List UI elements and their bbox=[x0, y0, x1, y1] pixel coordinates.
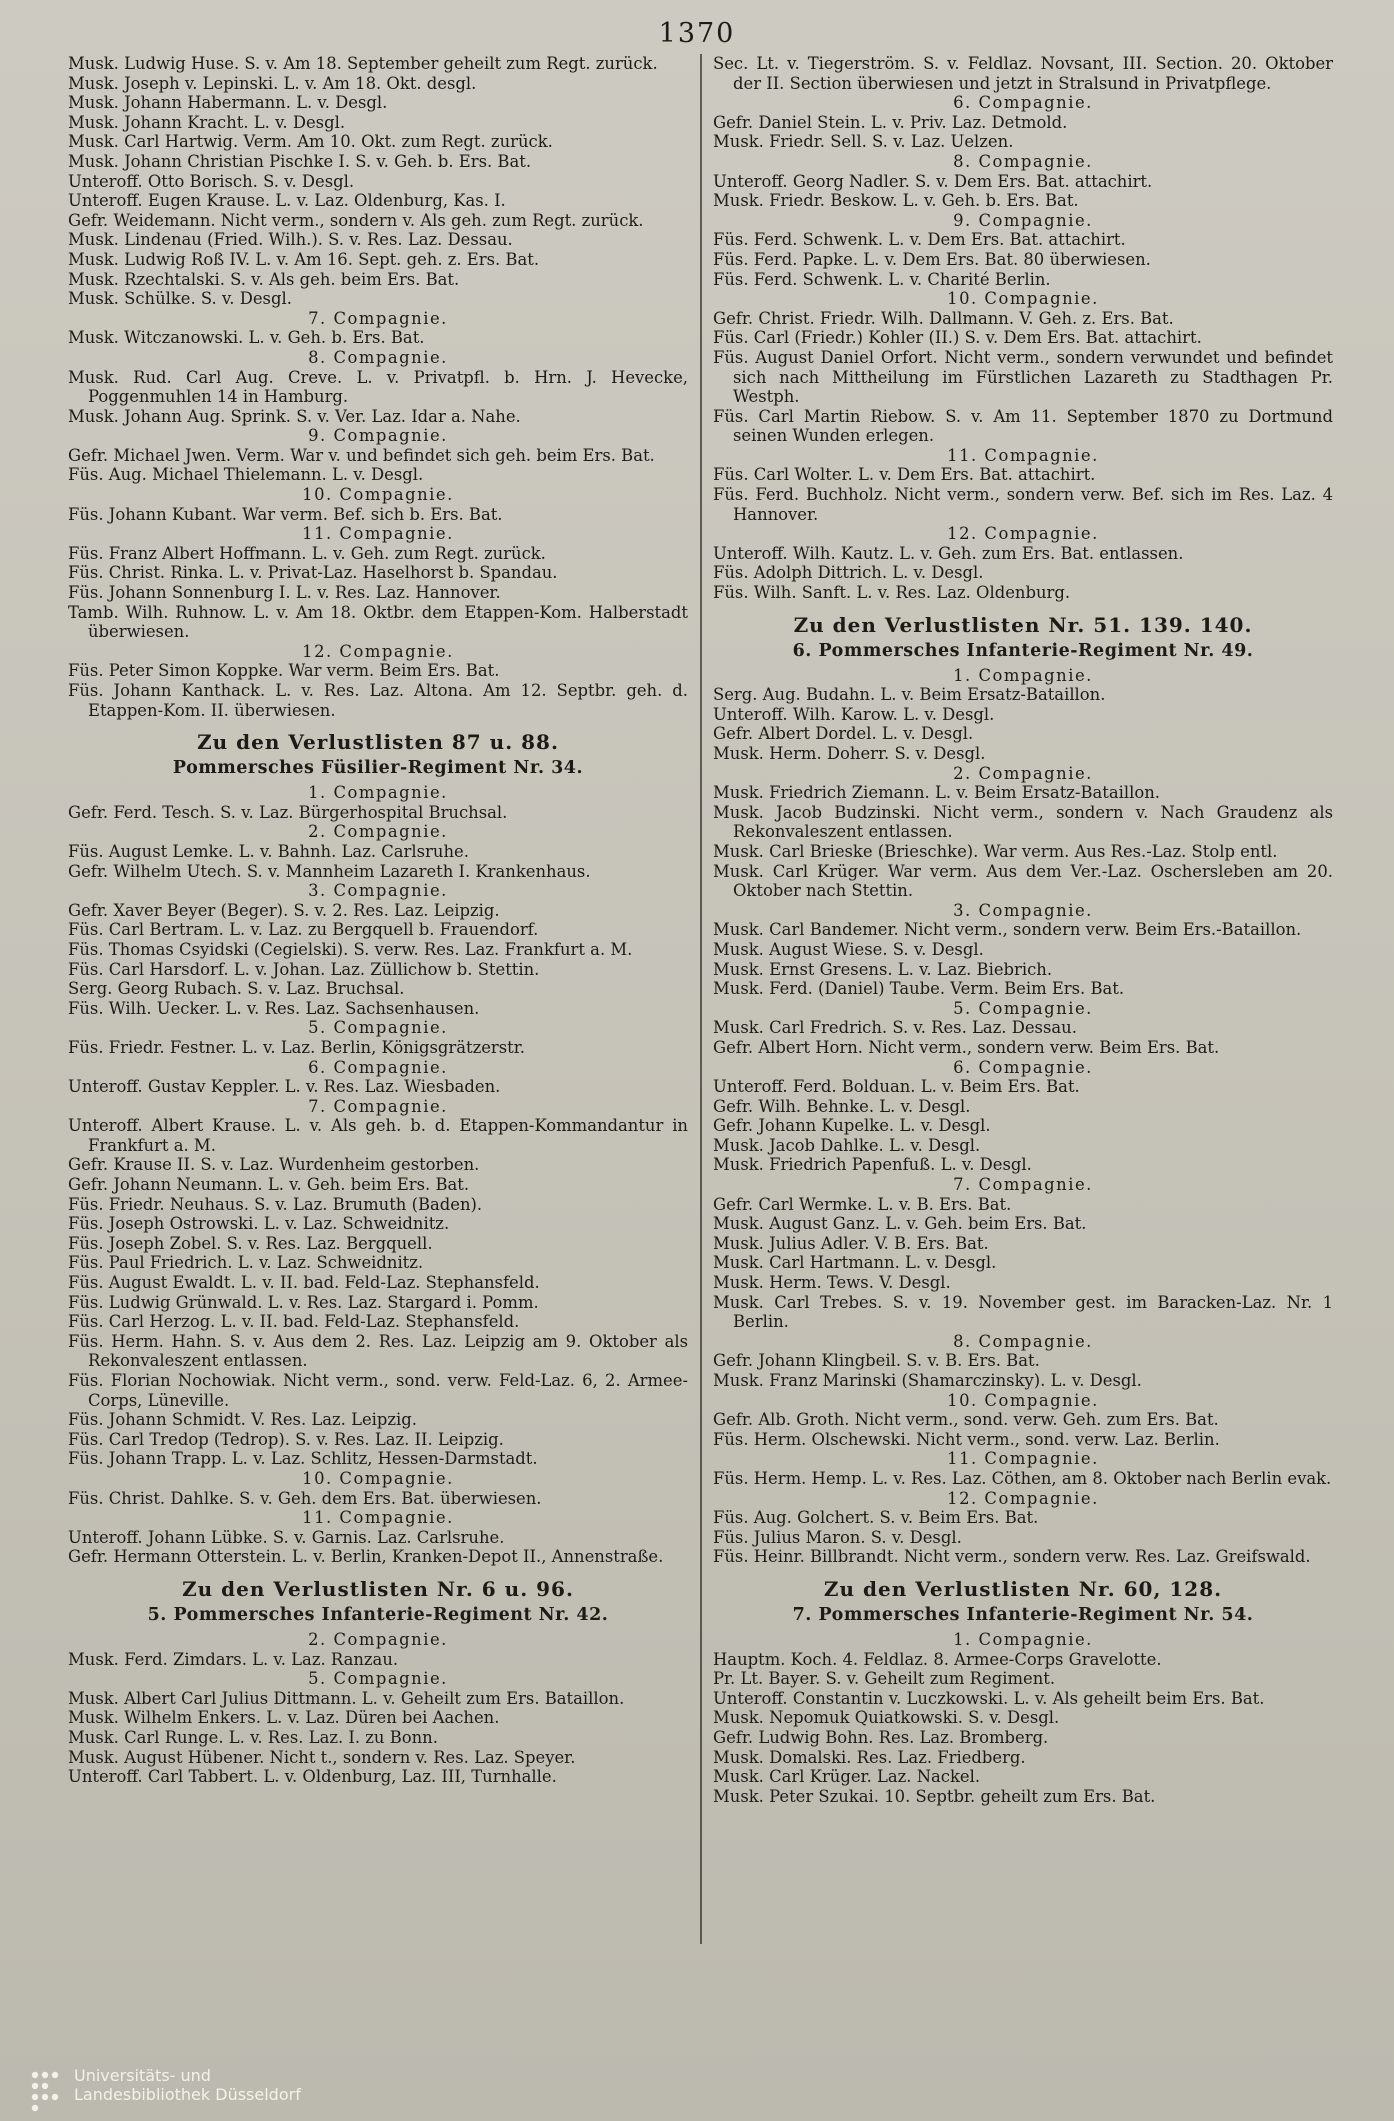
company-heading: 8. Compagnie. bbox=[308, 347, 448, 367]
company-heading: 11. Compagnie. bbox=[302, 1508, 454, 1528]
casualty-entry: Füs. Johann Schmidt. V. Res. Laz. Leipzig. bbox=[68, 1410, 417, 1430]
casualty-entry: Musk. Joseph v. Lepinski. L. v. Am 18. Okt. desgl. bbox=[68, 73, 477, 93]
casualty-entry: Füs. Herm. Hemp. L. v. Res. Laz. Cöthen, am 8. Oktober nach Berlin evak. bbox=[713, 1468, 1332, 1488]
casualty-entry: Musk. Carl Runge. L. v. Res. Laz. I. zu Bonn. bbox=[68, 1727, 438, 1747]
casualty-entry: Gefr. Alb. Groth. Nicht verm., sond. verw. Geh. zum Ers. Bat. bbox=[713, 1410, 1219, 1430]
casualty-entry: Musk. Friedr. Sell. S. v. Laz. Uelzen. bbox=[713, 132, 1014, 152]
company-heading: 2. Compagnie. bbox=[953, 763, 1093, 783]
casualty-entry: Musk. Domalski. Res. Laz. Friedberg. bbox=[713, 1747, 1026, 1767]
company-heading: 11. Compagnie. bbox=[947, 445, 1099, 465]
casualty-entry: Musk. Friedrich Papenfuß. L. v. Desgl. bbox=[713, 1155, 1032, 1175]
company-heading: 5. Compagnie. bbox=[308, 1018, 448, 1038]
casualty-entry: Füs. Peter Simon Koppke. War verm. Beim Ers. Bat. bbox=[68, 661, 500, 681]
casualty-entry: Füs. Johann Trapp. L. v. Laz. Schlitz, Hessen-Darmstadt. bbox=[68, 1449, 538, 1469]
casualty-entry: Sec. Lt. v. Tiegerström. S. v. Feldlaz. Novsant, III. Section. 20. Oktober der II. Section überwiesen und jetzt in Stralsund in Privatpflege. bbox=[713, 54, 1333, 93]
casualty-entry: Gefr. Carl Wermke. L. v. B. Ers. Bat. bbox=[713, 1194, 1012, 1214]
casualty-entry: Unteroff. Ferd. Bolduan. L. v. Beim Ers. Bat. bbox=[713, 1077, 1080, 1097]
casualty-entry: Füs. Joseph Zobel. S. v. Res. Laz. Bergquell. bbox=[68, 1233, 433, 1253]
verlustliste-heading: Zu den Verlustlisten Nr. 6 u. 96. bbox=[182, 1576, 574, 1601]
company-heading: 6. Compagnie. bbox=[308, 1057, 448, 1077]
casualty-entry: Musk. Johann Habermann. L. v. Desgl. bbox=[68, 93, 388, 113]
company-heading: 5. Compagnie. bbox=[308, 1669, 448, 1689]
casualty-entry: Unteroff. Wilh. Kautz. L. v. Geh. zum Ers. Bat. entlassen. bbox=[713, 543, 1184, 563]
regiment-heading: 6. Pommersches Infanterie-Regiment Nr. 49. bbox=[792, 640, 1254, 661]
casualty-entry: Unteroff. Wilh. Karow. L. v. Desgl. bbox=[713, 704, 995, 724]
casualty-entry: Füs. Florian Nochowiak. Nicht verm., sond. verw. Feld-Laz. 6, 2. Armee-Corps, Lüneville. bbox=[68, 1371, 688, 1410]
casualty-entry: Serg. Aug. Budahn. L. v. Beim Ersatz-Bataillon. bbox=[713, 685, 1106, 705]
company-heading: 1. Compagnie. bbox=[953, 665, 1093, 685]
right-column bbox=[713, 54, 1333, 1806]
casualty-entry: Gefr. Ludwig Bohn. Res. Laz. Bromberg. bbox=[713, 1727, 1049, 1747]
casualty-entry: Musk. Albert Carl Julius Dittmann. L. v. Geheilt zum Ers. Bataillon. bbox=[68, 1688, 625, 1708]
casualty-entry: Serg. Georg Rubach. S. v. Laz. Bruchsal. bbox=[68, 979, 405, 999]
casualty-entry: Musk. Ernst Gresens. L. v. Laz. Biebrich. bbox=[713, 959, 1053, 979]
casualty-entry: Füs. Carl Martin Riebow. S. v. Am 11. September 1870 zu Dortmund seinen Wunden erlegen. bbox=[713, 406, 1333, 446]
casualty-entry: Gefr. Xaver Beyer (Beger). S. v. 2. Res. Laz. Leipzig. bbox=[68, 900, 500, 920]
casualty-entry: Gefr. Johann Kupelke. L. v. Desgl. bbox=[713, 1116, 991, 1136]
casualty-entry: Füs. Carl Herzog. L. v. II. bad. Feld-Laz. Stephansfeld. bbox=[68, 1312, 520, 1332]
company-heading: 9. Compagnie. bbox=[308, 426, 448, 446]
casualty-entry: Musk. Carl Krüger. War verm. Aus dem Ver.-Laz. Oschersleben am 20. Oktober nach Stettin. bbox=[713, 861, 1333, 901]
casualty-entry: Füs. Herm. Hahn. S. v. Aus dem 2. Res. Laz. Leipzig am 9. Oktober als Rekonvaleszent entlassen. bbox=[68, 1331, 688, 1371]
casualty-entry: Gefr. Wilh. Behnke. L. v. Desgl. bbox=[713, 1096, 971, 1116]
casualty-entry: Füs. Franz Albert Hoffmann. L. v. Geh. zum Regt. zurück. bbox=[68, 543, 546, 563]
casualty-entry: Gefr. Krause II. S. v. Laz. Wurdenheim gestorben. bbox=[68, 1155, 480, 1175]
casualty-entry: Gefr. Albert Dordel. L. v. Desgl. bbox=[713, 724, 974, 744]
casualty-entry: Unteroff. Otto Borisch. S. v. Desgl. bbox=[68, 171, 355, 191]
casualty-entry: Musk. Rzechtalski. S. v. Als geh. beim Ers. Bat. bbox=[68, 269, 460, 289]
company-heading: 10. Compagnie. bbox=[947, 289, 1099, 309]
casualty-entry: Füs. Carl Bertram. L. v. Laz. zu Bergquell b. Frauendorf. bbox=[68, 920, 539, 940]
casualty-entry: Musk. Ludwig Huse. S. v. Am 18. September geheilt zum Regt. zurück. bbox=[68, 54, 658, 73]
casualty-entry: Musk. August Ganz. L. v. Geh. beim Ers. Bat. bbox=[713, 1214, 1087, 1234]
company-heading: 10. Compagnie. bbox=[302, 485, 454, 505]
casualty-entry: Füs. Carl (Friedr.) Kohler (II.) S. v. Dem Ers. Bat. attachirt. bbox=[713, 328, 1202, 348]
casualty-entry: Gefr. Wilhelm Utech. S. v. Mannheim Lazareth I. Krankenhaus. bbox=[68, 861, 591, 881]
company-heading: 9. Compagnie. bbox=[953, 210, 1093, 230]
casualty-entry: Musk. Peter Szukai. 10. Septbr. geheilt zum Ers. Bat. bbox=[713, 1786, 1156, 1806]
casualty-entry: Musk. Rud. Carl Aug. Creve. L. v. Privatpfl. b. Hrn. J. Hevecke, Poggenmuhlen 14 in Hamburg. bbox=[68, 367, 688, 407]
casualty-entry: Musk. Herm. Doherr. S. v. Desgl. bbox=[713, 744, 986, 763]
company-heading: 7. Compagnie. bbox=[953, 1175, 1093, 1195]
casualty-entry: Musk. Jacob Dahlke. L. v. Desgl. bbox=[713, 1135, 981, 1155]
casualty-entry: Musk. Carl Bandemer. Nicht verm., sondern verw. Beim Ers.-Bataillon. bbox=[713, 920, 1302, 940]
casualty-entry: Gefr. Johann Klingbeil. S. v. B. Ers. Bat. bbox=[713, 1351, 1040, 1371]
company-heading: 2. Compagnie. bbox=[308, 822, 448, 842]
casualty-entry: Musk. Schülke. S. v. Desgl. bbox=[68, 289, 292, 309]
casualty-entry: Hauptm. Koch. 4. Feldlaz. 8. Armee-Corps Gravelotte. bbox=[713, 1649, 1162, 1669]
casualty-entry: Füs. Johann Sonnenburg I. L. v. Res. Laz. Hannover. bbox=[68, 583, 501, 603]
company-heading: 7. Compagnie. bbox=[308, 308, 448, 328]
casualty-entry: Unteroff. Carl Tabbert. L. v. Oldenburg, Laz. III, Turnhalle. bbox=[68, 1767, 557, 1787]
casualty-entry: Füs. Aug. Michael Thielemann. L. v. Desgl. bbox=[68, 465, 424, 485]
company-heading: 8. Compagnie. bbox=[953, 151, 1093, 171]
left-column bbox=[68, 54, 688, 1787]
casualty-entry: Gefr. Weidemann. Nicht verm., sondern v. Als geh. zum Regt. zurück. bbox=[68, 210, 644, 230]
casualty-entry: Pr. Lt. Bayer. S. v. Geheilt zum Regiment. bbox=[713, 1669, 1056, 1689]
casualty-entry: Musk. Witczanowski. L. v. Geh. b. Ers. Bat. bbox=[68, 328, 425, 348]
casualty-entry: Musk. August Wiese. S. v. Desgl. bbox=[713, 939, 984, 959]
casualty-entry: Musk. Ferd. (Daniel) Taube. Verm. Beim Ers. Bat. bbox=[713, 979, 1125, 999]
company-heading: 12. Compagnie. bbox=[302, 641, 454, 661]
casualty-entry: Füs. Julius Maron. S. v. Desgl. bbox=[713, 1527, 962, 1547]
casualty-entry: Unteroff. Constantin v. Luczkowski. L. v. Als geheilt beim Ers. Bat. bbox=[713, 1688, 1265, 1708]
casualty-entry: Musk. Franz Marinski (Shamarczinsky). L. v. Desgl. bbox=[713, 1371, 1142, 1390]
regiment-heading: 7. Pommersches Infanterie-Regiment Nr. 54. bbox=[792, 1604, 1254, 1625]
company-heading: 7. Compagnie. bbox=[308, 1096, 448, 1116]
casualty-entry: Füs. August Lemke. L. v. Bahnh. Laz. Carlsruhe. bbox=[68, 841, 469, 861]
company-heading: 1. Compagnie. bbox=[953, 1629, 1093, 1649]
casualty-entry: Füs. Ferd. Buchholz. Nicht verm., sondern verw. Bef. sich im Res. Laz. 4 Hannover. bbox=[713, 485, 1333, 524]
footer-line-2: Landesbibliothek Düsseldorf bbox=[74, 2085, 301, 2104]
casualty-entry: Musk. Carl Hartmann. L. v. Desgl. bbox=[713, 1253, 997, 1273]
casualty-entry: Füs. Herm. Olschewski. Nicht verm., sond. verw. Laz. Berlin. bbox=[713, 1429, 1220, 1449]
company-heading: 10. Compagnie. bbox=[302, 1468, 454, 1488]
casualty-entry: Gefr. Johann Neumann. L. v. Geh. beim Ers. Bat. bbox=[68, 1175, 470, 1195]
casualty-entry: Füs. Paul Friedrich. L. v. Laz. Schweidnitz. bbox=[68, 1253, 424, 1273]
casualty-entry: Unteroff. Albert Krause. L. v. Als geh. b. d. Etappen-Kommandantur in Frankfurt a. M. bbox=[68, 1116, 688, 1155]
company-heading: 6. Compagnie. bbox=[953, 93, 1093, 113]
casualty-entry: Füs. Adolph Dittrich. L. v. Desgl. bbox=[713, 563, 984, 583]
company-heading: 8. Compagnie. bbox=[953, 1331, 1093, 1351]
casualty-entry: Unteroff. Johann Lübke. S. v. Garnis. Laz. Carlsruhe. bbox=[68, 1527, 505, 1547]
regiment-heading: Pommersches Füsilier-Regiment Nr. 34. bbox=[172, 758, 584, 779]
casualty-entry: Musk. Carl Brieske (Brieschke). War verm. Aus Res.-Laz. Stolp entl. bbox=[713, 841, 1278, 861]
library-footer bbox=[24, 2066, 301, 2112]
casualty-entry: Unteroff. Georg Nadler. S. v. Dem Ers. Bat. attachirt. bbox=[713, 171, 1153, 191]
casualty-entry: Musk. Johann Christian Pischke I. S. v. Geh. b. Ers. Bat. bbox=[68, 151, 532, 171]
company-heading: 1. Compagnie. bbox=[308, 783, 448, 803]
casualty-entry: Füs. Friedr. Festner. L. v. Laz. Berlin, Königsgrätzerstr. bbox=[68, 1037, 526, 1057]
regiment-heading: 5. Pommersches Infanterie-Regiment Nr. 42. bbox=[147, 1604, 609, 1625]
casualty-entry: Gefr. Ferd. Tesch. S. v. Laz. Bürgerhospital Bruchsal. bbox=[68, 802, 508, 822]
casualty-entry: Gefr. Hermann Otterstein. L. v. Berlin, Kranken-Depot II., Annenstraße. bbox=[68, 1547, 664, 1567]
casualty-entry: Füs. Christ. Dahlke. S. v. Geh. dem Ers. Bat. überwiesen. bbox=[68, 1488, 542, 1508]
casualty-entry: Füs. Christ. Rinka. L. v. Privat-Laz. Haselhorst b. Spandau. bbox=[68, 563, 558, 583]
casualty-entry: Unteroff. Gustav Keppler. L. v. Res. Laz. Wiesbaden. bbox=[68, 1077, 501, 1097]
casualty-entry: Gefr. Michael Jwen. Verm. War v. und befindet sich geh. beim Ers. Bat. bbox=[68, 445, 655, 465]
casualty-entry: Füs. Carl Harsdorf. L. v. Johan. Laz. Züllichow b. Stettin. bbox=[68, 959, 540, 979]
page-number: 1370 bbox=[658, 18, 736, 49]
casualty-entry: Füs. Ferd. Schwenk. L. v. Charité Berlin. bbox=[713, 269, 1051, 289]
casualty-entry: Musk. Friedr. Beskow. L. v. Geh. b. Ers. Bat. bbox=[713, 191, 1079, 211]
casualty-entry: Musk. Johann Aug. Sprink. S. v. Ver. Laz. Idar a. Nahe. bbox=[68, 406, 521, 426]
casualty-entry: Musk. Johann Kracht. L. v. Desgl. bbox=[68, 112, 346, 132]
casualty-entry: Unteroff. Eugen Krause. L. v. Laz. Oldenburg, Kas. I. bbox=[68, 191, 506, 211]
verlustliste-heading: Zu den Verlustlisten Nr. 51. 139. 140. bbox=[793, 612, 1253, 637]
casualty-entry: Musk. Friedrich Ziemann. L. v. Beim Ersatz-Bataillon. bbox=[713, 783, 1161, 803]
company-heading: 3. Compagnie. bbox=[308, 881, 448, 901]
casualty-entry: Füs. Friedr. Neuhaus. S. v. Laz. Brumuth (Baden). bbox=[68, 1194, 483, 1214]
casualty-entry: Füs. Johann Kanthack. L. v. Res. Laz. Altona. Am 12. Septbr. geh. d. Etappen-Kom. II. überwiesen. bbox=[68, 681, 688, 720]
company-heading: 10. Compagnie. bbox=[947, 1390, 1099, 1410]
casualty-entry: Füs. Wilh. Uecker. L. v. Res. Laz. Sachsenhausen. bbox=[68, 998, 480, 1018]
casualty-entry: Füs. Johann Kubant. War verm. Bef. sich b. Ers. Bat. bbox=[68, 504, 503, 524]
casualty-entry: Füs. August Ewaldt. L. v. II. bad. Feld-Laz. Stephansfeld. bbox=[68, 1273, 540, 1293]
casualty-entry: Tamb. Wilh. Ruhnow. L. v. Am 18. Oktbr. dem Etappen-Kom. Halberstadt überwiesen. bbox=[68, 602, 688, 642]
footer-line-1: Universitäts- und bbox=[74, 2066, 211, 2085]
casualty-entry: Musk. Carl Trebes. S. v. 19. November gest. im Baracken-Laz. Nr. 1 Berlin. bbox=[713, 1292, 1333, 1332]
casualty-entry: Gefr. Albert Horn. Nicht verm., sondern verw. Beim Ers. Bat. bbox=[713, 1037, 1220, 1057]
casualty-entry: Füs. Ferd. Schwenk. L. v. Dem Ers. Bat. attachirt. bbox=[713, 230, 1126, 250]
casualty-entry: Füs. Heinr. Billbrandt. Nicht verm., sondern verw. Res. Laz. Greifswald. bbox=[713, 1547, 1311, 1567]
casualty-entry: Gefr. Christ. Friedr. Wilh. Dallmann. V. Geh. z. Ers. Bat. bbox=[713, 308, 1174, 328]
casualty-entry: Musk. Wilhelm Enkers. L. v. Laz. Düren bei Aachen. bbox=[68, 1708, 500, 1728]
casualty-entry: Musk. Ludwig Roß IV. L. v. Am 16. Sept. geh. z. Ers. Bat. bbox=[68, 249, 540, 269]
company-heading: 3. Compagnie. bbox=[953, 900, 1093, 920]
casualty-entry: Füs. August Daniel Orfort. Nicht verm., sondern verwundet und befindet sich nach Mittheilung im Fürstlichen Lazareth zu Stadthagen Pr. Westph. bbox=[713, 347, 1333, 407]
company-heading: 6. Compagnie. bbox=[953, 1057, 1093, 1077]
company-heading: 2. Compagnie. bbox=[308, 1629, 448, 1649]
verlustliste-heading: Zu den Verlustlisten 87 u. 88. bbox=[197, 730, 559, 755]
casualty-entry: Füs. Carl Wolter. L. v. Dem Ers. Bat. attachirt. bbox=[713, 465, 1096, 485]
casualty-entry: Füs. Ferd. Papke. L. v. Dem Ers. Bat. 80 überwiesen. bbox=[713, 249, 1151, 269]
casualty-entry: Musk. Herm. Tews. V. Desgl. bbox=[713, 1273, 951, 1293]
casualty-entry: Füs. Aug. Golchert. S. v. Beim Ers. Bat. bbox=[713, 1508, 1039, 1528]
library-logo-icon bbox=[24, 2066, 64, 2112]
casualty-entry: Musk. August Hübener. Nicht t., sondern v. Res. Laz. Speyer. bbox=[68, 1747, 576, 1767]
casualty-entry: Musk. Lindenau (Fried. Wilh.). S. v. Res. Laz. Dessau. bbox=[68, 230, 513, 250]
company-heading: 12. Compagnie. bbox=[947, 1488, 1099, 1508]
casualty-entry: Musk. Carl Fredrich. S. v. Res. Laz. Dessau. bbox=[713, 1018, 1077, 1038]
casualty-entry: Musk. Nepomuk Quiatkowski. S. v. Desgl. bbox=[713, 1708, 1060, 1728]
verlustliste-heading: Zu den Verlustlisten Nr. 60, 128. bbox=[823, 1576, 1223, 1601]
column-divider bbox=[700, 54, 702, 1944]
casualty-entry: Musk. Carl Hartwig. Verm. Am 10. Okt. zum Regt. zurück. bbox=[68, 132, 553, 152]
casualty-entry: Füs. Thomas Csyidski (Cegielski). S. verw. Res. Laz. Frankfurt a. M. bbox=[68, 939, 633, 959]
casualty-entry: Musk. Jacob Budzinski. Nicht verm., sondern v. Nach Graudenz als Rekonvaleszent entlassen. bbox=[713, 802, 1333, 842]
casualty-entry: Füs. Wilh. Sanft. L. v. Res. Laz. Oldenburg. bbox=[713, 583, 1071, 603]
casualty-entry: Füs. Ludwig Grünwald. L. v. Res. Laz. Stargard i. Pomm. bbox=[68, 1292, 539, 1312]
casualty-entry: Füs. Joseph Ostrowski. L. v. Laz. Schweidnitz. bbox=[68, 1214, 450, 1234]
casualty-entry: Füs. Carl Tredop (Tedrop). S. v. Res. Laz. II. Leipzig. bbox=[68, 1429, 504, 1449]
company-heading: 5. Compagnie. bbox=[953, 998, 1093, 1018]
casualty-entry: Gefr. Daniel Stein. L. v. Priv. Laz. Detmold. bbox=[713, 112, 1068, 132]
casualty-entry: Musk. Carl Krüger. Laz. Nackel. bbox=[713, 1767, 981, 1787]
casualty-entry: Musk. Ferd. Zimdars. L. v. Laz. Ranzau. bbox=[68, 1649, 399, 1669]
company-heading: 11. Compagnie. bbox=[947, 1449, 1099, 1469]
casualty-entry: Musk. Julius Adler. V. B. Ers. Bat. bbox=[713, 1233, 989, 1253]
company-heading: 11. Compagnie. bbox=[302, 524, 454, 544]
company-heading: 12. Compagnie. bbox=[947, 524, 1099, 544]
